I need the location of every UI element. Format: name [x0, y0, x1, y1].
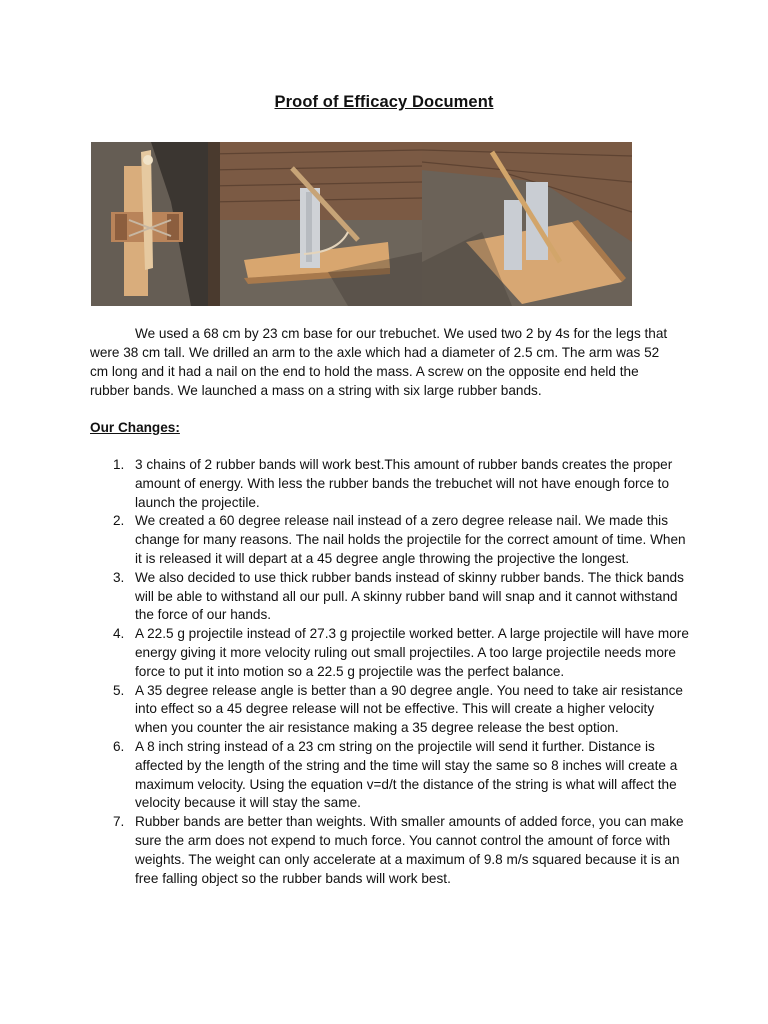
list-item-number: 2. — [113, 513, 125, 529]
list-item-text: 3 chains of 2 rubber bands will work best.This amount of rubber bands creates the proper amount of energy. With less the rubber bands the trebuchet will not have enough force to launch the projectile. — [135, 457, 673, 510]
list-item-text: We also decided to use thick rubber bands instead of skinny rubber bands. The thick bands will be able to withstand all our pull. A skinny rubber band will snap and it cannot withstand the force of our hands. — [135, 569, 684, 623]
list-item-number: 5. — [113, 682, 125, 698]
list-item-number: 7. — [113, 814, 125, 830]
list-item-text: Rubber bands are better than weights. With smaller amounts of added force, you can make sure the arm does not expend to much force. You cannot control the amount of force with weights. The weight can only accelerate at a maximum of 9.8 m/s squared because it is an free falling object so the rubber bands will work best. — [135, 814, 684, 886]
trebuchet-photo-top-view — [91, 142, 208, 306]
trebuchet-photos — [91, 142, 632, 306]
list-item-text: A 22.5 g projectile instead of 27.3 g projectile worked better. A large projectile will have more energy giving it more velocity ruling out small projectiles. A too large projectile needs more force to put it into motion so a 22.5 g projectile was the perfect balance. — [135, 626, 689, 679]
list-item — [90, 738, 690, 813]
list-item — [90, 512, 690, 568]
intro-paragraph: We used a 68 cm by 23 cm base for our trebuchet. We used two 2 by 4s for the legs that were 38 cm tall. We drilled an arm to the axle which had a diameter of 2.5 cm. The arm was 52 cm long and it had a nail on the end to hold the mass. A screw on the opposite end held the rubber bands. We launched a mass on a string with six large rubber bands. — [90, 326, 668, 398]
list-item — [90, 625, 690, 681]
list-item — [90, 682, 690, 738]
page-title: Proof of Efficacy Document — [274, 93, 494, 111]
list-item-number: 6. — [113, 738, 125, 754]
list-item — [90, 456, 690, 512]
list-item — [90, 569, 690, 625]
list-item-text: We created a 60 degree release nail instead of a zero degree release nail. We made this change for many reasons. The nail holds the projectile for the correct amount of time. When it is released it will depart at a 45 degree angle throwing the projective the longest. — [135, 513, 686, 566]
list-item-text: A 35 degree release angle is better than a 90 degree angle. You need to take air resistance into effect so a 45 degree release will not be effective. This will create a higher velocity when you counter the air resistance making a 35 degree release the best option. — [135, 682, 683, 736]
changes-list — [90, 456, 690, 888]
trebuchet-photo-side-view — [208, 142, 422, 306]
changes-heading: Our Changes: — [90, 420, 180, 435]
list-item-number: 3. — [113, 569, 125, 585]
list-item-number: 4. — [113, 626, 125, 642]
list-item — [90, 813, 690, 888]
list-item-text: A 8 inch string instead of a 23 cm string on the projectile will send it further. Distance is affected by the length of the string and the time will stay the same so 8 inches will create a maximum velocity. Using the equation v=d/t the distance of the string is what will affect the velocity because it will stay the same. — [135, 738, 678, 811]
list-item-number: 1. — [113, 457, 125, 472]
trebuchet-photo-angled-view — [422, 142, 632, 306]
